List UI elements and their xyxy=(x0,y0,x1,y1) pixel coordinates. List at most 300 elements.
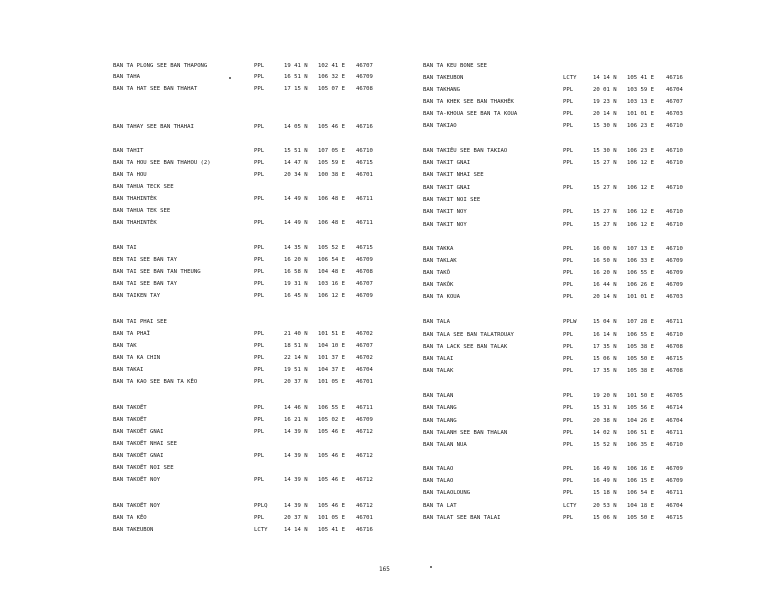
entry-code: 46711 xyxy=(356,196,373,202)
gazetteer-entry xyxy=(423,97,706,107)
gazetteer-entry xyxy=(423,476,706,486)
entry-code: 46716 xyxy=(666,75,683,81)
entry-code: 46708 xyxy=(666,344,683,350)
entry-name: BAN TA-KHOUA SEE BAN TA KOUA xyxy=(423,111,518,117)
entry-name: BAN TAKIAO xyxy=(423,123,457,129)
entry-latitude: 15 52 N xyxy=(593,442,617,448)
entry-longitude: 106 15 E xyxy=(627,478,654,484)
entry-type: PPL xyxy=(254,417,265,423)
entry-code: 46709 xyxy=(356,257,373,263)
entry-type: PPL xyxy=(254,172,265,178)
entry-type: LCTY xyxy=(254,527,268,533)
gazetteer-entry xyxy=(423,280,706,290)
entry-longitude: 105 46 E xyxy=(318,503,345,509)
entry-code: 46705 xyxy=(666,393,683,399)
entry-longitude: 105 46 E xyxy=(318,124,345,130)
entry-name: BAN TAKEUBON xyxy=(113,527,154,533)
entry-name: BAN TALAOLOUNG xyxy=(423,490,471,496)
entry-latitude: 16 20 N xyxy=(593,270,617,276)
entry-latitude: 15 31 N xyxy=(593,405,617,411)
entry-code: 46708 xyxy=(356,86,373,92)
gazetteer-entry xyxy=(423,158,706,168)
entry-type: PPL xyxy=(563,99,574,105)
entry-name: BAN TAKÔK xyxy=(423,282,454,288)
gazetteer-entry xyxy=(113,377,396,387)
entry-code: 46711 xyxy=(356,220,373,226)
entry-name: BAN TAKKA xyxy=(423,246,454,252)
gazetteer-entry xyxy=(423,292,706,302)
entry-longitude: 106 48 E xyxy=(318,196,345,202)
entry-longitude: 106 12 E xyxy=(318,293,345,299)
gazetteer-entry xyxy=(113,329,396,339)
entry-type: PPL xyxy=(254,355,265,361)
entry-type: PPL xyxy=(563,160,574,166)
entry-name: BAN TAKOËT NOY xyxy=(113,477,161,483)
gazetteer-entry xyxy=(423,501,706,511)
entry-type: PPL xyxy=(563,418,574,424)
entry-name: BAN TALANH SEE BAN THALAN xyxy=(423,430,508,436)
gazetteer-entry xyxy=(113,427,396,437)
gazetteer-entry xyxy=(423,220,706,230)
entry-latitude: 14 46 N xyxy=(284,405,308,411)
entry-longitude: 101 01 E xyxy=(627,111,654,117)
entry-latitude: 14 49 N xyxy=(284,196,308,202)
entry-type: PPL xyxy=(563,87,574,93)
entry-longitude: 106 26 E xyxy=(627,282,654,288)
entry-type: PPL xyxy=(254,293,265,299)
gazetteer-entry xyxy=(113,158,396,168)
entry-name: BAN TAI PHAI SEE xyxy=(113,319,167,325)
entry-latitude: 16 44 N xyxy=(593,282,617,288)
entry-type: PPL xyxy=(563,282,574,288)
gazetteer-entry xyxy=(113,341,396,351)
entry-code: 46709 xyxy=(666,478,683,484)
entry-code: 46710 xyxy=(356,148,373,154)
entry-type: PPL xyxy=(254,515,265,521)
entry-longitude: 105 41 E xyxy=(627,75,654,81)
entry-longitude: 106 55 E xyxy=(318,405,345,411)
entry-latitude: 19 41 N xyxy=(284,63,308,69)
entry-longitude: 105 50 E xyxy=(627,356,654,362)
gazetteer-entry xyxy=(113,267,396,277)
entry-type: PPL xyxy=(254,86,265,92)
entry-name: BAN TAHIT xyxy=(113,148,144,154)
entry-code: 46709 xyxy=(356,293,373,299)
entry-latitude: 16 50 N xyxy=(593,258,617,264)
entry-name: BAN TA LAT xyxy=(423,503,457,509)
entry-type: PPL xyxy=(254,453,265,459)
entry-code: 46709 xyxy=(666,282,683,288)
entry-name: BAN TAKIT GNAI xyxy=(423,160,471,166)
entry-code: 46709 xyxy=(666,270,683,276)
entry-longitude: 106 48 E xyxy=(318,220,345,226)
entry-name: BAN TA PLONG SEE BAN THAPONG xyxy=(113,63,208,69)
entry-type: PPL xyxy=(563,246,574,252)
entry-longitude: 106 33 E xyxy=(627,258,654,264)
entry-type: PPL xyxy=(563,270,574,276)
page-number: 165 xyxy=(379,566,390,573)
entry-type: PPL xyxy=(563,466,574,472)
entry-type: LCTY xyxy=(563,503,577,509)
entry-type: PPL xyxy=(254,257,265,263)
gazetteer-entry xyxy=(423,330,706,340)
entry-latitude: 16 51 N xyxy=(284,74,308,80)
entry-type: PPL xyxy=(563,478,574,484)
entry-longitude: 105 59 E xyxy=(318,160,345,166)
entry-longitude: 106 51 E xyxy=(627,430,654,436)
entry-name: BAN TAKIT NOI SEE xyxy=(423,197,481,203)
entry-name: BAN TALAI xyxy=(423,356,454,362)
entry-name: BAN TAKOËT xyxy=(113,417,147,423)
gazetteer-entry xyxy=(423,268,706,278)
entry-type: PPL xyxy=(563,368,574,374)
entry-code: 46716 xyxy=(356,527,373,533)
entry-type: PPL xyxy=(563,222,574,228)
entry-name: BAN TAK xyxy=(113,343,137,349)
gazetteer-entry xyxy=(423,61,706,71)
gazetteer-entry xyxy=(113,218,396,228)
entry-name: BAN TA PHAÏ xyxy=(113,331,151,337)
entry-latitude: 20 37 N xyxy=(284,379,308,385)
entry-code: 46704 xyxy=(666,87,683,93)
entry-name: BAN TA LACK SEE BAN TALAK xyxy=(423,344,508,350)
entry-code: 46701 xyxy=(356,379,373,385)
entry-code: 46709 xyxy=(666,258,683,264)
entry-longitude: 106 23 E xyxy=(627,148,654,154)
entry-longitude: 105 41 E xyxy=(318,527,345,533)
entry-code: 46715 xyxy=(356,245,373,251)
entry-code: 46704 xyxy=(666,418,683,424)
entry-name: BAN TALANG xyxy=(423,405,457,411)
gazetteer-entry xyxy=(423,244,706,254)
entry-longitude: 106 16 E xyxy=(627,466,654,472)
gazetteer-entry xyxy=(113,365,396,375)
entry-code: 46710 xyxy=(666,148,683,154)
entry-latitude: 14 14 N xyxy=(284,527,308,533)
entry-type: PPL xyxy=(254,63,265,69)
gazetteer-entry xyxy=(113,84,396,94)
entry-name: BAN TAKOËT GNAI xyxy=(113,453,164,459)
entry-name: BAN TAKOËT NOY xyxy=(113,503,161,509)
entry-code: 46711 xyxy=(666,490,683,496)
speck-mark xyxy=(430,566,432,568)
entry-latitude: 14 02 N xyxy=(593,430,617,436)
entry-latitude: 16 49 N xyxy=(593,478,617,484)
gazetteer-entry xyxy=(113,194,396,204)
entry-name: BAN TA KA CHIN xyxy=(113,355,161,361)
entry-type: PPL xyxy=(254,477,265,483)
entry-latitude: 15 04 N xyxy=(593,319,617,325)
entry-name: BAN TA KAO SEE BAN TA KÊO xyxy=(113,379,198,385)
entry-name: BAN TALAO xyxy=(423,466,454,472)
entry-longitude: 105 38 E xyxy=(627,344,654,350)
entry-name: BAN TALAN xyxy=(423,393,454,399)
gazetteer-entry xyxy=(113,146,396,156)
entry-name: BAN THAHINTÈK xyxy=(113,196,157,202)
entry-longitude: 106 12 E xyxy=(627,222,654,228)
gazetteer-entry xyxy=(423,121,706,131)
entry-latitude: 15 30 N xyxy=(593,148,617,154)
entry-longitude: 106 55 E xyxy=(627,332,654,338)
entry-name: BAN TAKHANG xyxy=(423,87,461,93)
entry-name: BAN TALAK xyxy=(423,368,454,374)
gazetteer-entry xyxy=(113,501,396,511)
entry-name: BAN TAKEUBON xyxy=(423,75,464,81)
entry-code: 46711 xyxy=(356,405,373,411)
entry-longitude: 105 46 E xyxy=(318,477,345,483)
entry-latitude: 16 14 N xyxy=(593,332,617,338)
entry-name: BAN TA KÊO xyxy=(113,515,147,521)
entry-code: 46703 xyxy=(666,111,683,117)
entry-code: 46711 xyxy=(666,319,683,325)
entry-name: BAN TAKÔ xyxy=(423,270,450,276)
entry-longitude: 106 12 E xyxy=(627,160,654,166)
entry-name: BAN TALAO xyxy=(423,478,454,484)
entry-longitude: 103 13 E xyxy=(627,99,654,105)
entry-type: PPL xyxy=(563,356,574,362)
entry-code: 46711 xyxy=(666,430,683,436)
gazetteer-entry xyxy=(423,146,706,156)
entry-name: BAN TAKOËT xyxy=(113,405,147,411)
entry-longitude: 103 16 E xyxy=(318,281,345,287)
entry-name: BAN TAKOËT NOI SEE xyxy=(113,465,174,471)
entry-latitude: 15 27 N xyxy=(593,160,617,166)
entry-code: 46710 xyxy=(666,209,683,215)
entry-name: BAN TAKAI xyxy=(113,367,144,373)
entry-latitude: 19 51 N xyxy=(284,367,308,373)
entry-longitude: 104 26 E xyxy=(627,418,654,424)
entry-code: 46707 xyxy=(356,63,373,69)
entry-latitude: 15 27 N xyxy=(593,185,617,191)
entry-latitude: 17 15 N xyxy=(284,86,308,92)
entry-latitude: 14 35 N xyxy=(284,245,308,251)
entry-longitude: 105 50 E xyxy=(627,515,654,521)
entry-latitude: 20 01 N xyxy=(593,87,617,93)
gazetteer-entry xyxy=(113,255,396,265)
gazetteer-entry xyxy=(423,256,706,266)
entry-name: BAN TAI xyxy=(113,245,137,251)
entry-longitude: 101 01 E xyxy=(627,294,654,300)
gazetteer-entry xyxy=(113,513,396,523)
gazetteer-entry xyxy=(113,61,396,71)
entry-latitude: 15 18 N xyxy=(593,490,617,496)
entry-code: 46703 xyxy=(666,294,683,300)
entry-code: 46715 xyxy=(666,515,683,521)
entry-longitude: 100 38 E xyxy=(318,172,345,178)
entry-latitude: 19 31 N xyxy=(284,281,308,287)
entry-name: BAN THAHINTÈK xyxy=(113,220,157,226)
gazetteer-entry xyxy=(113,451,396,461)
entry-type: PPL xyxy=(563,515,574,521)
entry-name: BAN TA KOUA xyxy=(423,294,461,300)
gazetteer-entry xyxy=(113,122,396,132)
entry-latitude: 15 06 N xyxy=(593,515,617,521)
entry-code: 46707 xyxy=(356,343,373,349)
entry-type: PPL xyxy=(563,111,574,117)
entry-type: PPL xyxy=(563,344,574,350)
entry-type: PPL xyxy=(563,123,574,129)
entry-latitude: 16 45 N xyxy=(284,293,308,299)
entry-latitude: 15 06 N xyxy=(593,356,617,362)
entry-type: PPL xyxy=(563,148,574,154)
entry-name: BAN TAKIT NHAI SEE xyxy=(423,172,484,178)
entry-longitude: 105 02 E xyxy=(318,417,345,423)
entry-name: BAN TAI SEE BAN TAN THEUNG xyxy=(113,269,201,275)
gazetteer-entry xyxy=(113,279,396,289)
entry-latitude: 14 47 N xyxy=(284,160,308,166)
entry-code: 46704 xyxy=(666,503,683,509)
entry-latitude: 15 51 N xyxy=(284,148,308,154)
entry-latitude: 16 21 N xyxy=(284,417,308,423)
entry-longitude: 106 54 E xyxy=(627,490,654,496)
gazetteer-entry xyxy=(423,391,706,401)
entry-code: 46709 xyxy=(356,74,373,80)
entry-longitude: 101 50 E xyxy=(627,393,654,399)
entry-type: PPL xyxy=(563,405,574,411)
entry-code: 46710 xyxy=(666,246,683,252)
entry-type: PPL xyxy=(254,196,265,202)
gazetteer-entry xyxy=(423,354,706,364)
entry-code: 46709 xyxy=(356,417,373,423)
gazetteer-entry xyxy=(423,403,706,413)
entry-name: BAN TALANG xyxy=(423,418,457,424)
gazetteer-entry xyxy=(423,170,706,180)
entry-latitude: 17 35 N xyxy=(593,344,617,350)
entry-longitude: 106 12 E xyxy=(627,209,654,215)
entry-latitude: 22 14 N xyxy=(284,355,308,361)
entry-name: BAN TA KHEK SEE BAN THAKHÊK xyxy=(423,99,514,105)
entry-type: PPL xyxy=(254,160,265,166)
entry-longitude: 107 13 E xyxy=(627,246,654,252)
gazetteer-entry xyxy=(113,170,396,180)
entry-type: PPL xyxy=(254,343,265,349)
entry-code: 46712 xyxy=(356,477,373,483)
entry-longitude: 101 37 E xyxy=(318,355,345,361)
gazetteer-entry xyxy=(423,488,706,498)
gazetteer-entry xyxy=(423,207,706,217)
entry-longitude: 106 12 E xyxy=(627,185,654,191)
entry-longitude: 106 23 E xyxy=(627,123,654,129)
entry-code: 46714 xyxy=(666,405,683,411)
entry-longitude: 106 55 E xyxy=(627,270,654,276)
gazetteer-entry xyxy=(423,428,706,438)
gazetteer-entry xyxy=(423,109,706,119)
entry-name: BAN TAKOËT NHAI SEE xyxy=(113,441,177,447)
entry-name: BAN TAIKEN TAY xyxy=(113,293,161,299)
entry-code: 46710 xyxy=(666,442,683,448)
entry-name: BAN TALAN NUA xyxy=(423,442,467,448)
gazetteer-entry xyxy=(113,439,396,449)
entry-longitude: 102 41 E xyxy=(318,63,345,69)
speck-mark xyxy=(229,77,231,79)
entry-longitude: 107 28 E xyxy=(627,319,654,325)
entry-name: BAN TAHUA TEK SEE xyxy=(113,208,171,214)
entry-code: 46701 xyxy=(356,172,373,178)
entry-code: 46710 xyxy=(666,123,683,129)
gazetteer-entry xyxy=(423,440,706,450)
entry-type: PPL xyxy=(563,185,574,191)
entry-latitude: 19 23 N xyxy=(593,99,617,105)
entry-latitude: 14 14 N xyxy=(593,75,617,81)
entry-name: BAN TALA SEE BAN TALATROUAY xyxy=(423,332,514,338)
entry-latitude: 20 37 N xyxy=(284,515,308,521)
gazetteer-entry xyxy=(423,513,706,523)
entry-longitude: 104 37 E xyxy=(318,367,345,373)
entry-code: 46715 xyxy=(666,356,683,362)
gazetteer-entry xyxy=(113,415,396,425)
entry-longitude: 105 52 E xyxy=(318,245,345,251)
entry-type: PPL xyxy=(254,281,265,287)
entry-name: BAN TA HOU xyxy=(113,172,147,178)
entry-name: BAN TALAT SEE BAN TALAI xyxy=(423,515,501,521)
entry-code: 46704 xyxy=(356,367,373,373)
gazetteer-entry xyxy=(113,182,396,192)
entry-type: PPL xyxy=(254,148,265,154)
entry-latitude: 20 14 N xyxy=(593,294,617,300)
entry-code: 46710 xyxy=(666,185,683,191)
entry-latitude: 16 00 N xyxy=(593,246,617,252)
entry-name: BEN TAI SEE BAN TAY xyxy=(113,257,177,263)
entry-code: 46712 xyxy=(356,453,373,459)
entry-latitude: 21 40 N xyxy=(284,331,308,337)
gazetteer-entry xyxy=(423,195,706,205)
entry-latitude: 15 27 N xyxy=(593,222,617,228)
entry-code: 46715 xyxy=(356,160,373,166)
entry-latitude: 14 49 N xyxy=(284,220,308,226)
entry-name: BAN TAKOËT GNAI xyxy=(113,429,164,435)
entry-longitude: 106 54 E xyxy=(318,257,345,263)
entry-longitude: 104 48 E xyxy=(318,269,345,275)
entry-type: PPL xyxy=(254,220,265,226)
entry-code: 46710 xyxy=(666,222,683,228)
entry-code: 46702 xyxy=(356,355,373,361)
gazetteer-entry xyxy=(113,206,396,216)
entry-type: PPL xyxy=(563,258,574,264)
entry-type: PPL xyxy=(254,331,265,337)
entry-code: 46709 xyxy=(666,466,683,472)
entry-latitude: 16 49 N xyxy=(593,466,617,472)
entry-longitude: 104 18 E xyxy=(627,503,654,509)
entry-longitude: 105 07 E xyxy=(318,86,345,92)
gazetteer-entry xyxy=(423,317,706,327)
entry-longitude: 105 38 E xyxy=(627,368,654,374)
gazetteer-entry xyxy=(423,416,706,426)
gazetteer-entry xyxy=(423,183,706,193)
entry-latitude: 14 39 N xyxy=(284,453,308,459)
entry-longitude: 105 46 E xyxy=(318,429,345,435)
entry-name: BAN TAKIT NOY xyxy=(423,209,467,215)
entry-type: PPL xyxy=(254,405,265,411)
gazetteer-entry xyxy=(113,291,396,301)
entry-code: 46716 xyxy=(356,124,373,130)
entry-type: PPLQ xyxy=(254,503,268,509)
entry-latitude: 14 05 N xyxy=(284,124,308,130)
gazetteer-entry xyxy=(423,85,706,95)
gazetteer-entry xyxy=(113,243,396,253)
gazetteer-entry xyxy=(113,475,396,485)
entry-longitude: 101 51 E xyxy=(318,331,345,337)
entry-longitude: 106 32 E xyxy=(318,74,345,80)
entry-name: BAN TAHA xyxy=(113,74,140,80)
entry-code: 46702 xyxy=(356,331,373,337)
entry-type: PPL xyxy=(254,74,265,80)
entry-latitude: 16 20 N xyxy=(284,257,308,263)
entry-latitude: 16 58 N xyxy=(284,269,308,275)
gazetteer-entry xyxy=(113,403,396,413)
entry-name: BAN TAKIÊU SEE BAN TAKIAO xyxy=(423,148,508,154)
entry-latitude: 17 35 N xyxy=(593,368,617,374)
entry-code: 46712 xyxy=(356,503,373,509)
